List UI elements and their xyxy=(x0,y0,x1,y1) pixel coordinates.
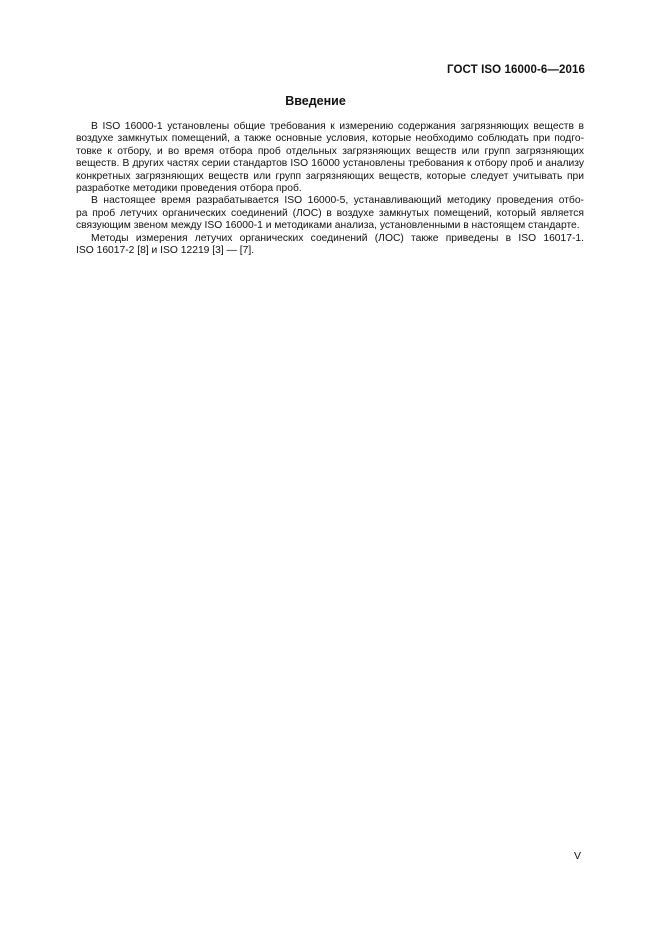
text-line: конкретных загрязняющих веществ или групп загрязняющих веществ, которые следует учитывать при xyxy=(76,170,584,182)
text-line: разработке методики проведения отбора проб. xyxy=(76,183,302,195)
text-line: товке к отбору, и во время отбора проб отдельных загрязняющих веществ или групп загрязняющих xyxy=(76,145,584,157)
section-title: Введение xyxy=(285,94,346,108)
text-line: ра проб летучих органических соединений (ЛОС) в воздухе замкнутых помещений, который является xyxy=(76,207,584,219)
text-line: Методы измерения летучих органических соединений (ЛОС) также приведены в ISO 16017-1. xyxy=(91,232,584,244)
paragraph-3 xyxy=(61,233,584,258)
text-line: В настоящее время разрабатывается ISO 16000-5, устанавливающий методику проведения отбо- xyxy=(91,195,584,207)
page-number: V xyxy=(574,850,582,862)
text-line: веществ. В других частях серии стандартов ISO 16000 установлены требования к отбору проб и анализу xyxy=(76,158,584,170)
text-line: воздухе замкнутых помещений, а также основные условия, которые необходимо соблюдать при подго- xyxy=(76,133,584,145)
text-line: связующим звеном между ISO 16000-1 и методиками анализа, установленными в настоящем стандарте. xyxy=(76,220,580,232)
paragraph-2 xyxy=(61,195,584,232)
text-line: В ISO 16000-1 установлены общие требования к измерению содержания загрязняющих веществ в xyxy=(91,121,584,132)
body-text xyxy=(61,121,584,257)
text-line: ISO 16017-2 [8] и ISO 12219 [3] — [7]. xyxy=(76,245,255,257)
paragraph-1 xyxy=(61,121,584,195)
document-code-header: ГОСТ ISO 16000-6—2016 xyxy=(447,64,585,76)
